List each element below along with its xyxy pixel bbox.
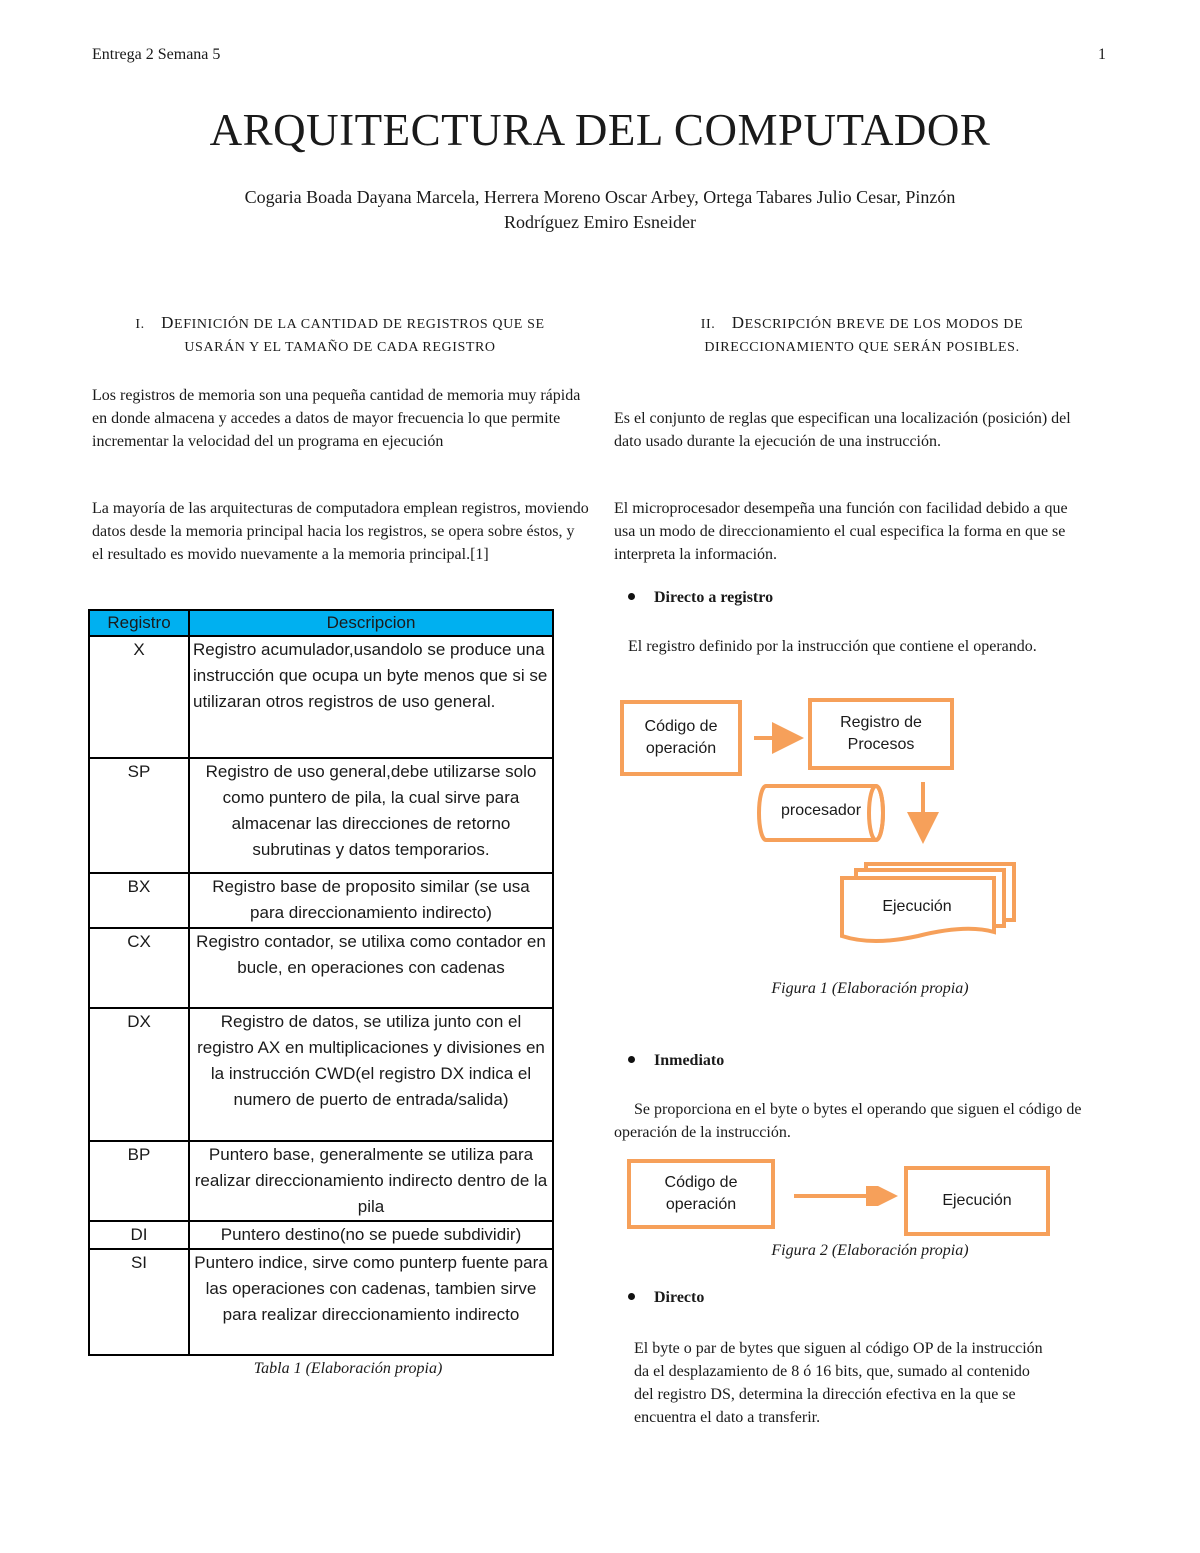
authors-line-2: Rodríguez Emiro Esneider (504, 212, 696, 232)
figure-2-opcode-box: Código de operación (627, 1159, 775, 1229)
section-1-heading-line-1: EFINICIÓN DE LA CANTIDAD DE REGISTROS QUE SE (174, 317, 545, 332)
bullet-icon (628, 593, 635, 600)
mode-1-text: El registro definido por la instrucción que contiene el operando. (628, 638, 1037, 655)
mode-1-title: Directo a registro (654, 589, 774, 606)
section-1-paragraph-1: Los registros de memoria son una pequeña cantidad de memoria muy rápida en donde almacena y accedes a datos de mayor frecuencia lo que permite incrementar la velocidad del un programa en ejecución (92, 387, 581, 450)
figure-1-processor-label: procesador (780, 802, 862, 819)
table-cell-description: Puntero destino(no se puede subdividir) (189, 1221, 553, 1249)
table-cell-description: Puntero base, generalmente se utiliza para realizar direccionamiento indirecto dentro de la pila (189, 1141, 553, 1221)
figure-1-opcode-box: Código de operación (620, 700, 742, 776)
section-1-paragraph-2: La mayoría de las arquitecturas de computadora emplean registros, moviendo datos desde la memoria principal hacia los registros, se opera sobre éstos, y el resultado es movido nuevamente a la memoria principal.[1] (92, 500, 589, 563)
table-row (89, 928, 553, 1008)
mode-3-title: Directo (654, 1289, 705, 1306)
table-cell-register: BP (89, 1141, 189, 1221)
table-cell-description: Registro contador, se utilixa como contador en bucle, en operaciones con cadenas (189, 928, 553, 1008)
table-cell-register: CX (89, 928, 189, 1008)
section-2-heading-line-2: DIRECCIONAMIENTO QUE SERÁN POSIBLES. (704, 340, 1020, 355)
paper-title: ARQUITECTURA DEL COMPUTADOR (209, 105, 991, 155)
table-cell-description: Registro acumulador,usandolo se produce una instrucción que ocupa un byte menos que si se utilizaran otros registros de uso general. (189, 636, 553, 758)
section-1-numeral: I. (135, 317, 145, 332)
table-row (89, 1221, 553, 1249)
mode-2-text: Se proporciona en el byte o bytes el operando que siguen el código de operación de la instrucción. (614, 1101, 1082, 1141)
authors-line-1: Cogaria Boada Dayana Marcela, Herrera Moreno Oscar Arbey, Ortega Tabares Julio Cesar, Pinzón (244, 187, 956, 207)
mode-3-bullet (628, 1289, 704, 1307)
table-cell-description: Puntero indice, sirve como punterp fuente para las operaciones con cadenas, tambien sirve para realizar direccionamiento indirecto (189, 1249, 553, 1355)
table-row (89, 1008, 553, 1141)
mode-1-bullet (628, 589, 773, 607)
figure-2-arrow (790, 1186, 900, 1206)
table-cell-description: Registro base de proposito similar (se usa para direccionamiento indirecto) (189, 873, 553, 928)
mode-2-bullet (628, 1052, 724, 1070)
bullet-icon (628, 1293, 635, 1300)
table-row (89, 873, 553, 928)
running-header: Entrega 2 Semana 5 (92, 46, 221, 63)
table-row (89, 758, 553, 873)
mode-3-text: El byte o par de bytes que siguen al código OP de la instrucción da el desplazamiento de 8 ó 16 bits, que, sumado al contenido del registro DS, determina la dirección efectiva en la que se encuentra el dato a transferir. (634, 1340, 1043, 1426)
section-2-paragraph-2: El microprocesador desempeña una función con facilidad debido a que usa un modo de direccionamiento el cual especifica la forma en que se interpreta la información. (614, 500, 1068, 563)
figure-1-register-box: Registro de Procesos (808, 698, 954, 770)
table-cell-description: Registro de uso general,debe utilizarse solo como puntero de pila, la cual sirve para almacenar las direcciones de retorno subrutinas y datos temporarios. (189, 758, 553, 873)
table-cell-register: SI (89, 1249, 189, 1355)
section-1-heading (90, 311, 590, 359)
table-row (89, 1141, 553, 1221)
table-cell-register: DX (89, 1008, 189, 1141)
section-2-heading (612, 311, 1112, 359)
authors (150, 185, 1050, 235)
section-2-paragraph-1: Es el conjunto de reglas que especifican una localización (posición) del dato usado durante la ejecución de una instrucción. (614, 410, 1071, 450)
register-table (88, 609, 554, 1356)
figure-1-execution-label: Ejecución (882, 898, 952, 915)
figure-2-caption: Figura 2 (Elaboración propia) (771, 1242, 969, 1259)
section-2-initial: D (731, 313, 745, 332)
table-row (89, 636, 553, 758)
table-cell-register: X (89, 636, 189, 758)
bullet-icon (628, 1056, 635, 1063)
table-row (89, 1249, 553, 1355)
section-1-heading-line-2: USARÁN Y EL TAMAÑO DE CADA REGISTRO (184, 340, 496, 355)
table-cell-description: Registro de datos, se utiliza junto con el registro AX en multiplicaciones y divisiones en la instrucción CWD(el registro DX indica el numero de puerto de entrada/salida) (189, 1008, 553, 1141)
table-cell-register: BX (89, 873, 189, 928)
table-cell-register: DI (89, 1221, 189, 1249)
figure-1 (620, 698, 1120, 948)
table-caption: Tabla 1 (Elaboración propia) (253, 1360, 443, 1377)
figure-2-execution-box: Ejecución (904, 1166, 1050, 1236)
mode-2-title: Inmediato (654, 1052, 725, 1069)
table-header-register: Registro (89, 610, 189, 636)
table-header-row (89, 610, 553, 636)
table-header-description: Descripcion (189, 610, 553, 636)
page-number: 1 (1098, 46, 1106, 63)
section-1-initial: D (161, 313, 175, 332)
table-cell-register: SP (89, 758, 189, 873)
section-2-heading-line-1: ESCRIPCIÓN BREVE DE LOS MODOS DE (744, 317, 1024, 332)
section-2-numeral: II. (700, 317, 716, 332)
figure-1-caption: Figura 1 (Elaboración propia) (771, 980, 969, 997)
